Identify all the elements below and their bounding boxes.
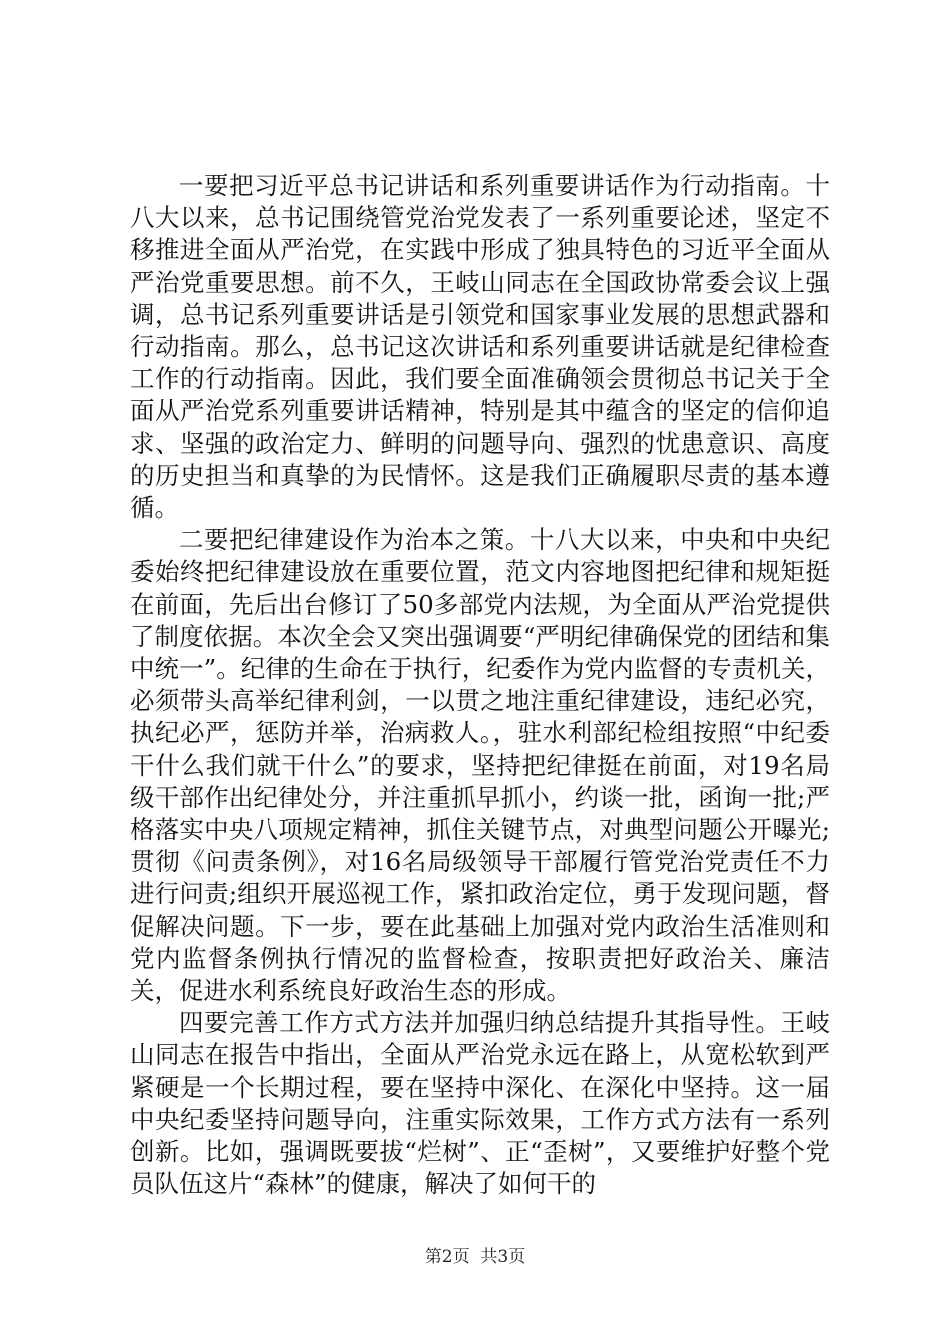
document-body <box>130 170 830 1201</box>
paragraph-2: 二要把纪律建设作为治本之策。十八大以来，中央和中央纪委始终把纪律建设放在重要位置，范文内容地图把纪律和规矩挺在前面，先后出台修订了50多部党内法规，为全面从严治党提供了制度依据。本次全会又突出强调要“严明纪律确保党的团结和集中统一”。纪律的生命在于执行，纪委作为党内监督的专责机关，必须带头高举纪律利剑，一以贯之地注重纪律建设，违纪必究，执纪必严，惩防并举，治病救人。，驻水利部纪检组按照“中纪委干什么我们就干什么”的要求，坚持把纪律挺在前面，对19名局级干部作出纪律处分，并注重抓早抓小，约谈一批，函询一批;严格落实中央八项规定精神，抓住关键节点，对典型问题公开曝光;贯彻《问责条例》，对16名局级领导干部履行管党治党责任不力进行问责;组织开展巡视工作，紧扣政治定位，勇于发现问题，督促解决问题。下一步，要在此基础上加强对党内政治生活准则和党内监督条例执行情况的监督检查，按职责把好政治关、廉洁关，促进水利系统良好政治生态的形成。 <box>130 525 830 1006</box>
page-number-footer: 第2页 共3页 <box>424 1247 526 1267</box>
paragraph-1: 一要把习近平总书记讲话和系列重要讲话作为行动指南。十八大以来，总书记围绕管党治党发表了一系列重要论述，坚定不移推进全面从严治党，在实践中形成了独具特色的习近平全面从严治党重要思想。前不久，王岐山同志在全国政协常委会议上强调，总书记系列重要讲话是引领党和国家事业发展的思想武器和行动指南。那么，总书记这次讲话和系列重要讲话就是纪律检查工作的行动指南。因此，我们要全面准确领会贯彻总书记关于全面从严治党系列重要讲话精神，特别是其中蕴含的坚定的信仰追求、坚强的政治定力、鲜明的问题导向、强烈的忧患意识、高度的历史担当和真挚的为民情怀。这是我们正确履职尽责的基本遵循。 <box>130 171 830 523</box>
paragraph-3: 四要完善工作方式方法并加强归纳总结提升其指导性。王岐山同志在报告中指出，全面从严治党永远在路上，从宽松软到严紧硬是一个长期过程，要在坚持中深化、在深化中坚持。这一届中央纪委坚持问题导向，注重实际效果，工作方式方法有一系列创新。比如，强调既要拔“烂树”、正“歪树”，又要维护好整个党员队伍这片“森林”的健康，解决了如何干的 <box>130 1008 830 1199</box>
